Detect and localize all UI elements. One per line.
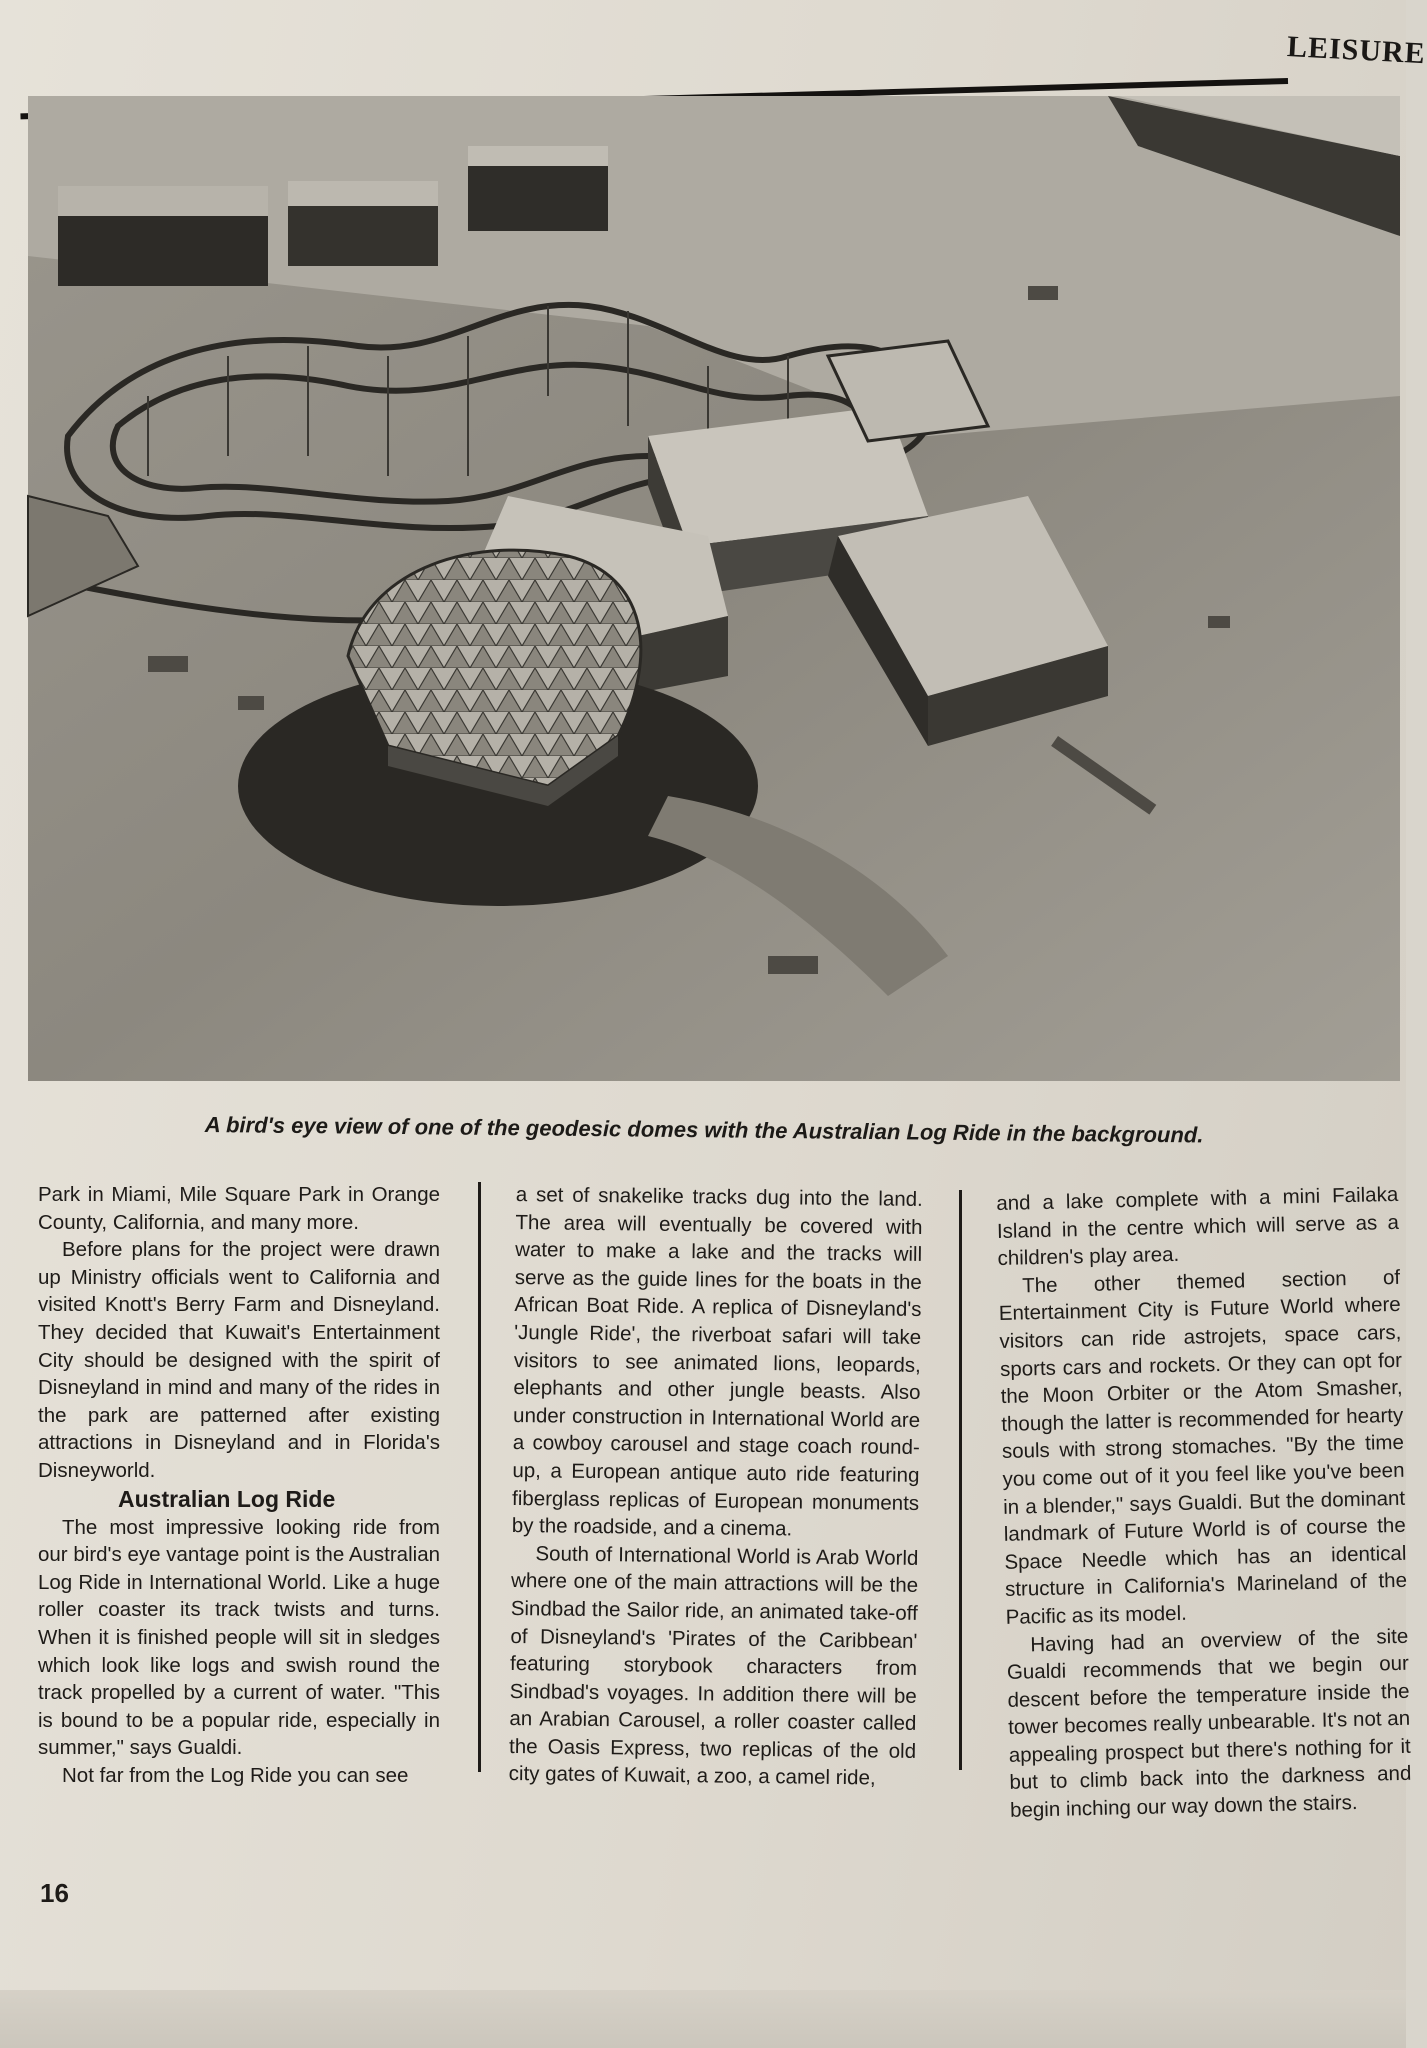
column-divider [478, 1182, 481, 1772]
paragraph: Park in Miami, Mile Square Park in Orange County, California, and many more. [38, 1183, 440, 1234]
paragraph: Not far from the Log Ride you can see [62, 1763, 409, 1787]
article-column-3 [996, 1181, 1412, 1825]
paragraph: a set of snakelike tracks dug into the land. The area will eventually be covered with water to make a lake and the tracks will serve as the guide lines for the boats in the African Boat Ride. A replica of Disneyland's 'Jungle Ride', the riverboat safari will take visitors to see animated lions, leopards, elephants and other jungle beasts. Also under construction in International World are a cowboy carousel and stage coach round-up, a European antique auto ride featuring fiberglass replicas of European monuments by the roadside, and a cinema. [511, 1182, 923, 1541]
paragraph: Having had an overview of the site Gualdi recommends that we begin our descent before the temperature inside the tower becomes really unbearable. It's not an appealing prospect but there's nothing for it but to climb back into the darkness and begin inching our way down the stairs. [1006, 1624, 1412, 1822]
photo-caption: A bird's eye view of one of the geodesic domes with the Australian Log Ride in the background. [204, 1112, 1204, 1148]
section-label: LEISURE [1286, 30, 1427, 71]
aerial-theme-park-photo [28, 96, 1400, 1081]
column-divider [959, 1190, 962, 1770]
paragraph: Before plans for the project were drawn up Ministry officials went to California and visited Knott's Berry Farm and Disneyland. They decided that Kuwait's Entertainment City should be designed with the spirit of Disneyland in mind and many of the rides in the park are patterned after existing attractions in Disneyland and in Florida's Disneyworld. [38, 1238, 440, 1482]
page-edge [0, 1990, 1406, 2048]
page-number: 16 [40, 1878, 69, 1908]
paragraph: South of International World is Arab World where one of the main attractions will be the Sindbad the Sailor ride, an animated take-off of Disneyland's 'Pirates of the Caribbean' featuring storybook characters from Sindbad's voyages. In addition there will be an Arabian Carousel, a roller coaster called the Oasis Express, two replicas of the old city gates of Kuwait, a zoo, a camel ride, [508, 1541, 919, 1790]
paragraph: The most impressive looking ride from our bird's eye vantage point is the Australian Log Ride in International World. Like a huge roller coaster its track twists and turns. When it is finished people will sit in sledges which look like logs and swish round the track propelled by a current of water. "This is bound to be a popular ride, especially in summer," says Gualdi. [38, 1515, 440, 1760]
article-column-1 [38, 1181, 440, 1789]
subheading: Australian Log Ride [118, 1485, 336, 1512]
paragraph: and a lake complete with a mini Failaka Island in the centre which will serve as a children's play area. [996, 1182, 1400, 1271]
article-column-2 [509, 1181, 923, 1793]
paragraph: The other themed section of Entertainment City is Future World where visitors can ride astrojets, space cars, sports cars and rockets. Or they can opt for the Moon Orbiter or the Atom Smasher, though the latter is recommended for hearty souls with strong stomaches. "By the time you come out of it you feel like you've been in a blender," says Gualdi. But the dominant landmark of Future World is of course the Space Needle which has an identical structure in California's Marineland of the Pacific as its model. [998, 1265, 1408, 1629]
